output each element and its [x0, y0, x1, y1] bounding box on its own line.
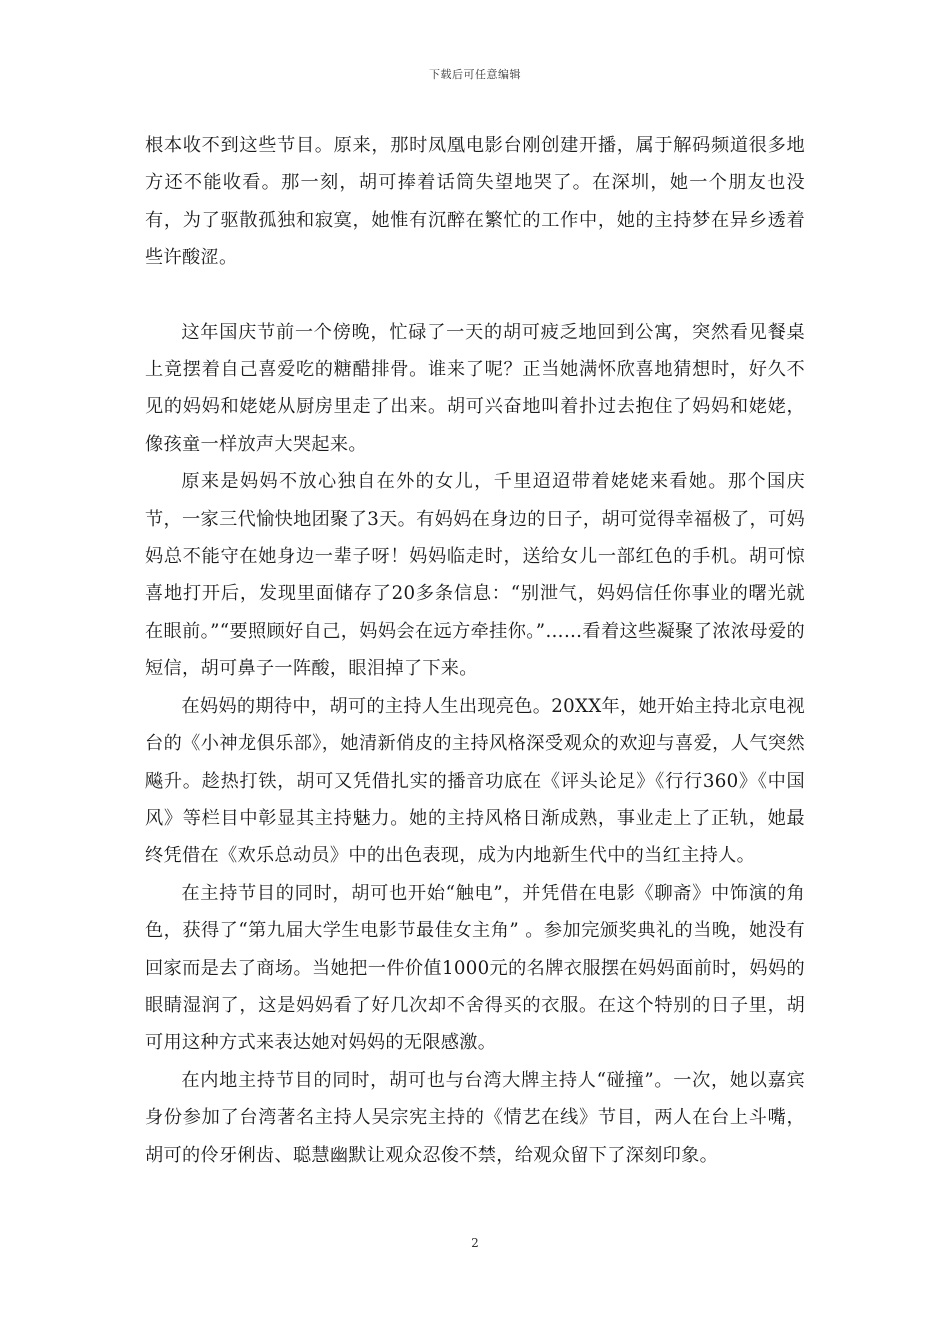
- paragraph-5: 在主持节目的同时，胡可也开始“触电”，并凭借在电影《聊斋》中饰演的角色，获得了“第九届大学生电影节最佳女主角” 。参加完颁奖典礼的当晚，她没有回家而是去了商场。当她把一件价值1000元的名牌衣服摆在妈妈面前时，妈妈的眼睛湿润了，这是妈妈看了好几次却不舍得买的衣服。在这个特别的日子里，胡可用这种方式来表达她对妈妈的无限感激。: [145, 882, 805, 1054]
- paragraph-1: 根本收不到这些节目。原来，那时凤凰电影台刚创建开播，属于解码频道很多地方还不能收看。那一刻，胡可捧着话筒失望地哭了。在深圳，她一个朋友也没有，为了驱散孤独和寂寞，她惟有沉醉在繁忙的工作中，她的主持梦在异乡透着些许酸涩。: [145, 135, 805, 269]
- page-number: 2: [471, 1236, 479, 1250]
- paragraph-3: 原来是妈妈不放心独自在外的女儿，千里迢迢带着姥姥来看她。那个国庆节，一家三代愉快地团聚了3天。有妈妈在身边的日子，胡可觉得幸福极了，可妈妈总不能守在她身边一辈子呀！妈妈临走时，送给女儿一部红色的手机。胡可惊喜地打开后，发现里面储存了20多条信息：“别泄气，妈妈信任你事业的曙光就在眼前。”“要照顾好自己，妈妈会在远方牵挂你。”……看着这些凝聚了浓浓母爱的短信，胡可鼻子一阵酸，眼泪掉了下来。: [145, 471, 805, 680]
- paragraph-4: 在妈妈的期待中，胡可的主持人生出现亮色。20XX年，她开始主持北京电视台的《小神龙俱乐部》，她清新俏皮的主持风格深受观众的欢迎与喜爱，人气突然飚升。趁热打铁，胡可又凭借扎实的播音功底在《评头论足》《行行360》《中国风》等栏目中彰显其主持魅力。她的主持风格日渐成熟，事业走上了正轨，她最终凭借在《欢乐总动员》中的出色表现，成为内地新生代中的当红主持人。: [145, 695, 805, 867]
- page-header: 下载后可任意编辑: [429, 68, 521, 81]
- paragraph-6: 在内地主持节目的同时，胡可也与台湾大牌主持人“碰撞”。一次，她以嘉宾身份参加了台湾著名主持人吴宗宪主持的《情艺在线》节目，两人在台上斗嘴，胡可的伶牙俐齿、聪慧幽默让观众忍俊不禁，给观众留下了深刻印象。: [145, 1069, 805, 1166]
- paragraph-2: 这年国庆节前一个傍晚，忙碌了一天的胡可疲乏地回到公寓，突然看见餐桌上竟摆着自己喜爱吃的糖醋排骨。谁来了呢？正当她满怀欣喜地猜想时，好久不见的妈妈和姥姥从厨房里走了出来。胡可兴奋地叫着扑过去抱住了妈妈和姥姥，像孩童一样放声大哭起来。: [145, 321, 805, 455]
- document-body: [145, 127, 805, 1174]
